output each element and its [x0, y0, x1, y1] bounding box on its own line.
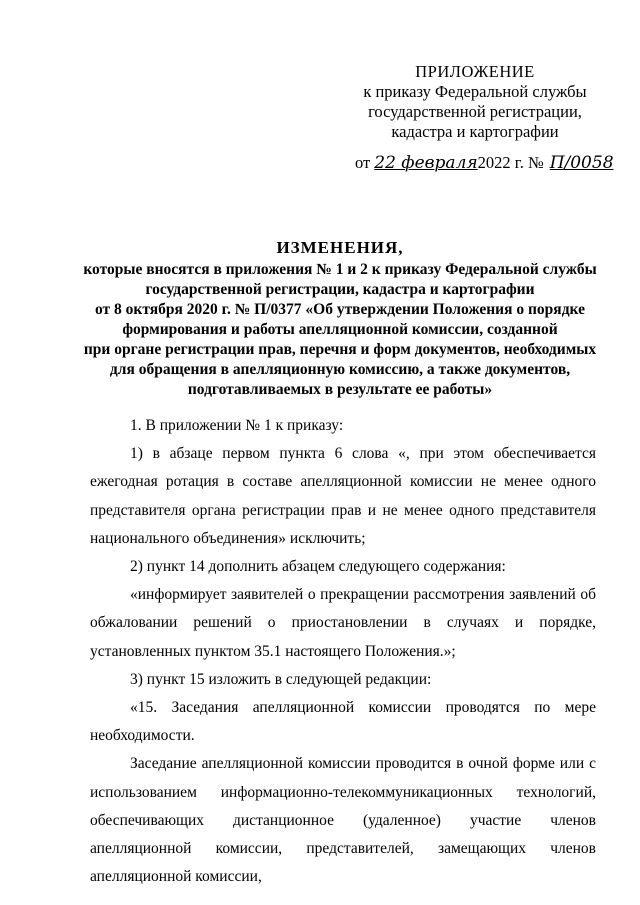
body-paragraph: «информирует заявителей о прекращении рассмотрения заявлений об обжаловании решений о приостановлении в случаях и порядке, установленных пунктом 35.1 настоящего Положения.»;: [90, 586, 596, 660]
handwritten-order-number: П/0058: [549, 153, 614, 173]
heading-line: государственной регистрации, кадастра и картографии: [145, 281, 535, 298]
body-paragraph: 1) в абзаце первом пункта 6 слова «, при этом обеспечивается ежегодная ротация в составе апелляционной комиссии не менее одного представителя органа регистрации прав и не менее одного представителя национального объединения» исключить;: [90, 445, 596, 547]
handwritten-date: 22 февраля: [374, 153, 478, 173]
heading-line: которые вносятся в приложения № 1 и 2 к приказу Федеральной службы: [83, 261, 597, 278]
order-prefix: от: [355, 153, 371, 172]
heading-line: при органе регистрации прав, перечня и форм документов, необходимых: [83, 341, 597, 358]
document-body: [90, 412, 596, 891]
body-paragraph: 1. В приложении № 1 к приказу:: [130, 417, 344, 434]
body-paragraph: 2) пункт 14 дополнить абзацем следующего содержания:: [130, 558, 506, 576]
order-year: 2022 г. №: [477, 153, 544, 172]
heading-line: для обращения в апелляционную комиссию, а также документов,: [109, 361, 571, 378]
appendix-block: [330, 62, 620, 142]
order-reference: [355, 152, 625, 174]
appendix-line: кадастра и картографии: [391, 122, 559, 141]
heading-line: подготавливаемых в результате ее работы»: [187, 381, 493, 398]
heading-title: ИЗМЕНЕНИЯ,: [276, 238, 404, 257]
appendix-line: государственной регистрации,: [368, 102, 582, 121]
body-paragraph: «15. Заседания апелляционной комиссии проводятся по мере необходимости.: [90, 699, 596, 745]
appendix-title: ПРИЛОЖЕНИЕ: [415, 62, 535, 81]
heading-line: формирования и работы апелляционной комиссии, созданной: [122, 321, 558, 338]
appendix-line: к приказу Федеральной службы: [363, 82, 587, 101]
heading-line: от 8 октября 2020 г. № П/0377 «Об утверждении Положения о порядке: [95, 301, 585, 318]
body-paragraph: 3) пункт 15 изложить в следующей редакции:: [130, 670, 432, 688]
document-heading: [80, 238, 600, 400]
body-paragraph: Заседание апелляционной комиссии проводится в очной форме или с использованием информационно-телекоммуникационных технологий, обеспечивающих дистанционное (удаленное) участие членов апелляционной комиссии, представителей, замещающих членов апелляционной комиссии,: [90, 755, 596, 886]
